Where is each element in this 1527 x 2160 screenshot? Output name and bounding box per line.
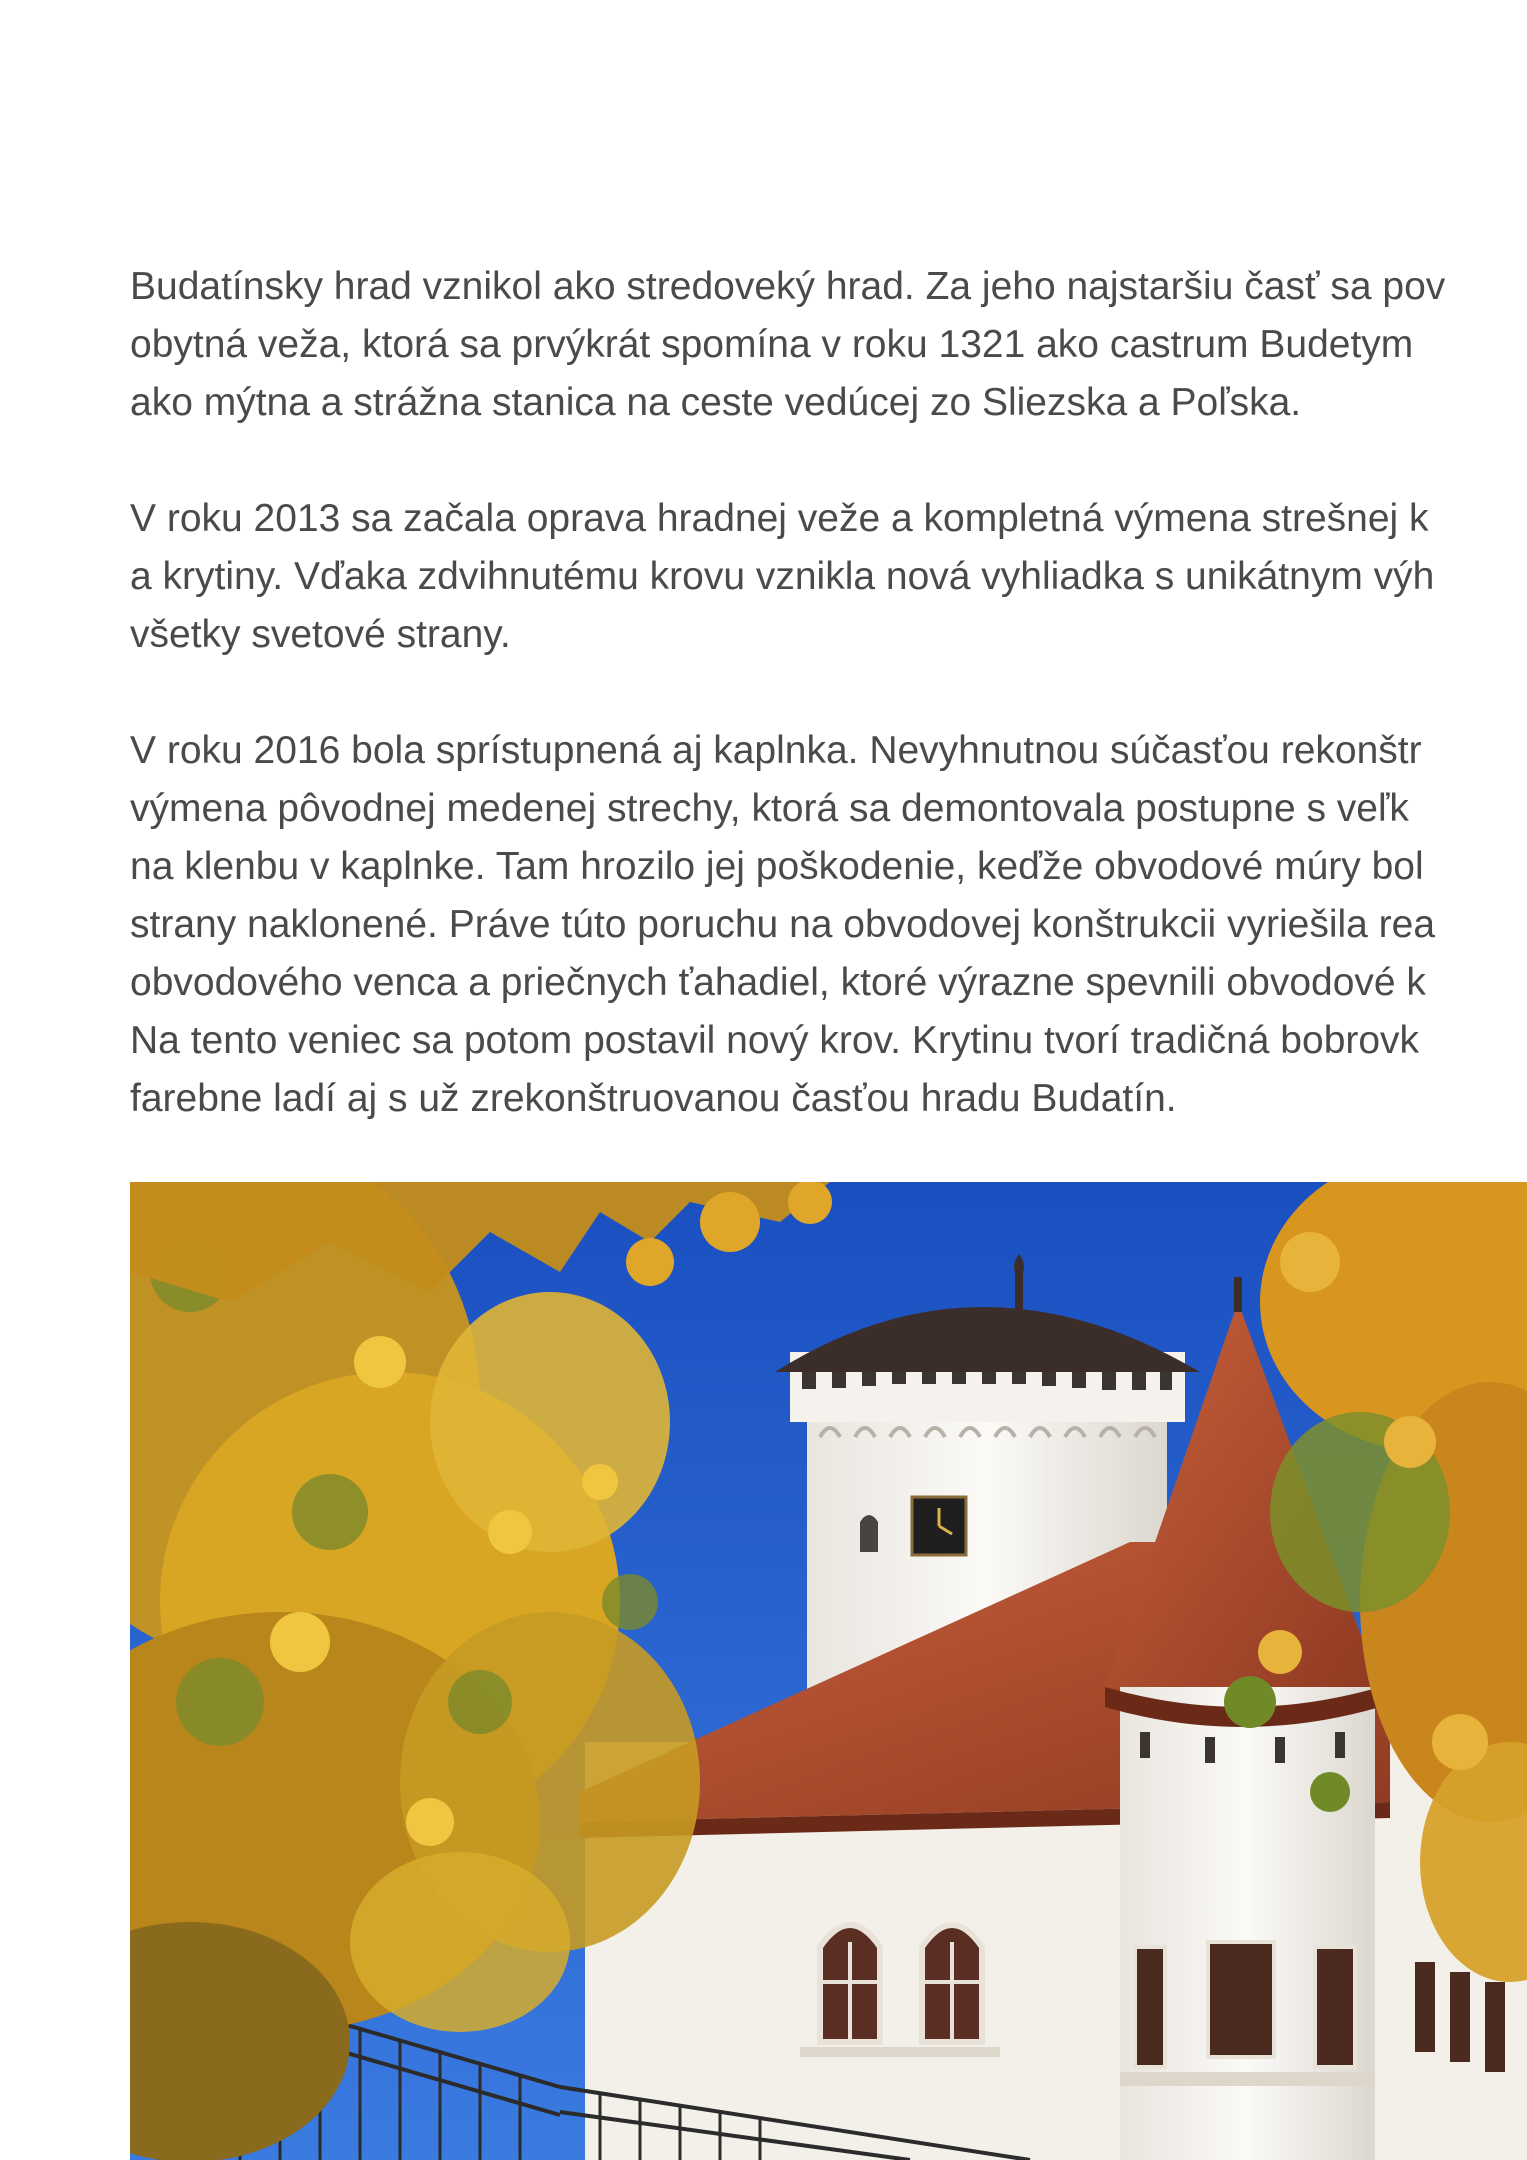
paragraph-line: na klenbu v kaplnke. Tam hrozilo jej poškodenie, keďže obvodové múry bol xyxy=(130,845,1424,888)
paragraph-line: ako mýtna a strážna stanica na ceste vedúcej zo Sliezska a Poľska. xyxy=(130,381,1302,424)
paragraph-line: a krytiny. Vďaka zdvihnutému krovu vznikla nová vyhliadka s unikátnym výh xyxy=(130,555,1435,598)
paragraph-line: Na tento veniec sa potom postavil nový krov. Krytinu tvorí tradičná bobrovk xyxy=(130,1019,1420,1062)
paragraph-chapel xyxy=(130,722,1527,1128)
castle-photo xyxy=(130,1182,1527,2160)
paragraph-line: V roku 2016 bola sprístupnená aj kaplnka. Nevyhnutnou súčasťou rekonštr xyxy=(130,729,1422,772)
paragraph-line: všetky svetové strany. xyxy=(130,613,511,656)
paragraph-line: farebne ladí aj s už zrekonštruovanou časťou hradu Budatín. xyxy=(130,1077,1177,1120)
paragraph-line: výmena pôvodnej medenej strechy, ktorá sa demontovala postupne s veľk xyxy=(130,787,1409,830)
paragraph-line: obytná veža, ktorá sa prvýkrát spomína v roku 1321 ako castrum Budetym xyxy=(130,323,1414,366)
paragraph-history xyxy=(130,258,1527,432)
paragraph-tower-repair xyxy=(130,490,1527,664)
paragraph-line: V roku 2013 sa začala oprava hradnej veže a kompletná výmena strešnej k xyxy=(130,497,1429,540)
paragraph-line: obvodového venca a priečnych ťahadiel, ktoré výrazne spevnili obvodové k xyxy=(130,961,1426,1004)
paragraph-line: Budatínsky hrad vznikol ako stredoveký hrad. Za jeho najstaršiu časť sa pov xyxy=(130,265,1446,308)
paragraph-line: strany naklonené. Práve túto poruchu na obvodovej konštrukcii vyriešila rea xyxy=(130,903,1436,946)
article-body xyxy=(130,258,1527,1186)
